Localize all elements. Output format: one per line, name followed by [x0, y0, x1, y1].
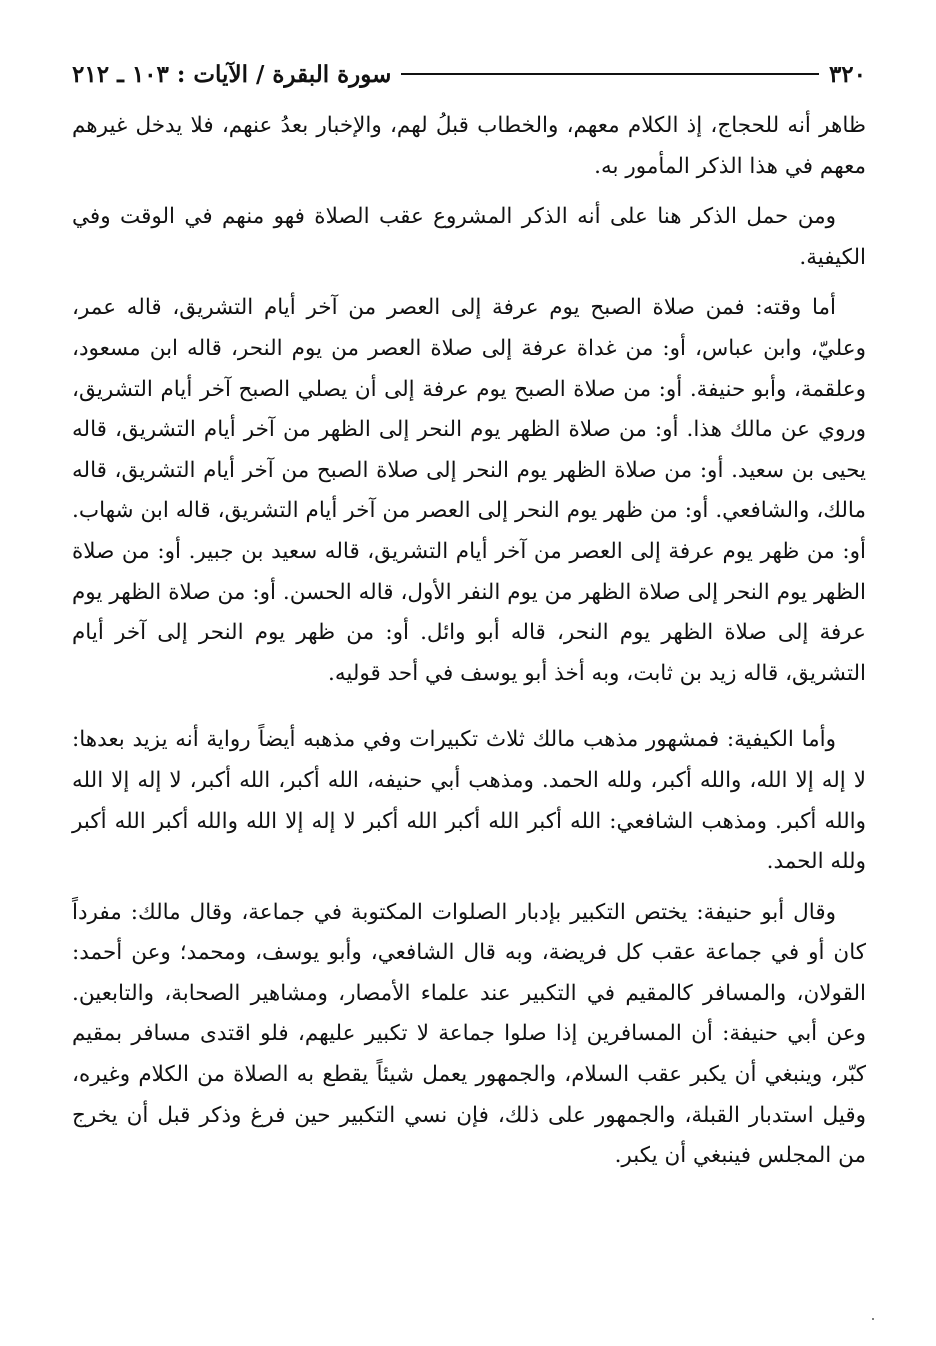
chapter-title: سورة البقرة / الآيات : ١٠٣ ـ ٢١٢ — [72, 60, 392, 88]
running-head — [72, 54, 866, 94]
paragraph-takbir-conditions: وقال أبو حنيفة: يختص التكبير بإدبار الصلوات المكتوبة في جماعة، وقال مالك: مفرداً كان أو في جماعة عقب كل فريضة، وبه قال الشافعي، وأبو يوسف، ومحمد؛ وعن أحمد: القولان، والمسافر كالمقيم في التكبير عند علماء الأمصار، ومشاهير الصحابة، والتابعين. وعن أبي حنيفة: أن المسافرين إذا صلوا جماعة لا تكبير عليهم، فلو اقتدى مسافر بمقيم كبّر، وينبغي أن يكبر عقب السلام، والجمهور يعمل شيئاً يقطع به الصلاة من الكلام وغيره، وقيل استدبار القبلة، والجمهور على ذلك، فإن نسي التكبير حين فرغ وذكر قبل أن يخرج من المجلس فينبغي أن يكبر. — [72, 899, 866, 1169]
scan-speck — [872, 1318, 874, 1320]
paragraph-takbir-time: أما وقته: فمن صلاة الصبح يوم عرفة إلى العصر من آخر أيام التشريق، قاله عمر، وعليّ، وابن عباس، أو: من غداة عرفة إلى صلاة العصر من يوم النحر، قاله ابن مسعود، وعلقمة، وأبو حنيفة. أو: من صلاة الصبح يوم عرفة إلى أن يصلي الصبح آخر أيام التشريق، وروي عن مالك هذا. أو: من صلاة الظهر يوم النحر إلى الظهر من آخر أيام التشريق، قاله يحيى بن سعيد. أو: من صلاة الظهر يوم النحر إلى صلاة الصبح من آخر أيام التشريق، قاله مالك، والشافعي. أو: من ظهر يوم النحر إلى العصر من آخر أيام التشريق، قاله ابن شهاب. أو: من ظهر يوم عرفة إلى العصر من آخر أيام التشريق، قاله سعيد بن جبير. أو: من صلاة الظهر يوم النحر إلى صلاة الظهر من يوم النفر الأول، قاله الحسن. أو: من صلاة الظهر يوم عرفة إلى صلاة الظهر يوم النحر، قاله أبو وائل. أو: من ظهر يوم النحر إلى آخر أيام التشريق، قاله زيد بن ثابت، وبه أخذ أبو يوسف في أحد قوليه. — [72, 295, 866, 686]
paragraph-continuation: ظاهر أنه للحجاج، إذ الكلام معهم، والخطاب قبلُ لهم، والإخبار بعدُ عنهم، فلا يدخل غيرهم معهم في هذا الذكر المأمور به. — [72, 113, 866, 179]
header-rule — [401, 73, 819, 75]
page-number: ٣٢٠ — [828, 60, 866, 88]
paragraph-takbir-manner: وأما الكيفية: فمشهور مذهب مالك ثلاث تكبيرات وفي مذهبه أيضاً رواية أنه يزيد بعدها: لا إله إلا الله، والله أكبر، ولله الحمد. ومذهب أبي حنيفه، الله أكبر، الله أكبر، لا إله إلا الله والله أكبر. ومذهب الشافعي: الله أكبر الله أكبر الله أكبر لا إله إلا الله والله أكبر الله أكبر ولله الحمد. — [72, 727, 866, 875]
body-text — [72, 106, 866, 1187]
paragraph-dhikr-meaning: ومن حمل الذكر هنا على أنه الذكر المشروع عقب الصلاة فهو منهم في الوقت وفي الكيفية. — [72, 204, 866, 270]
